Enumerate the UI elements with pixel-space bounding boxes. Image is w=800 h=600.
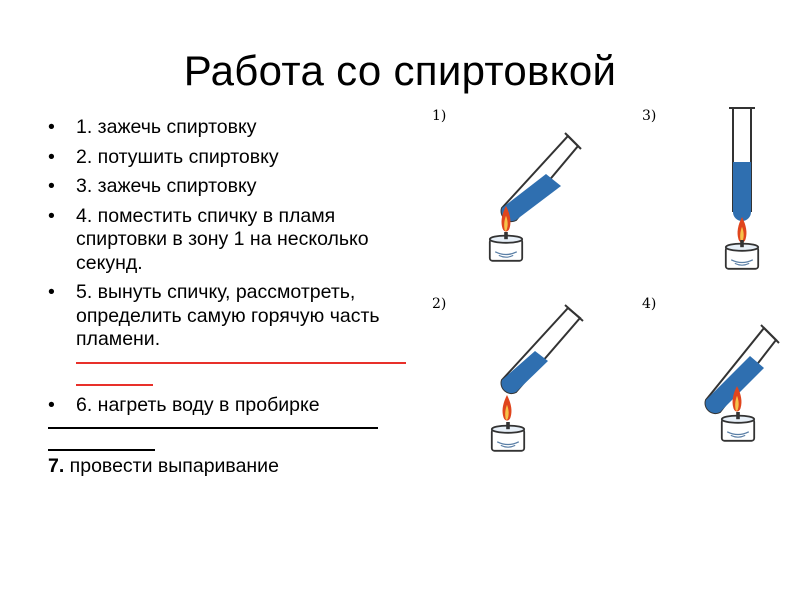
setup-2 <box>492 305 583 451</box>
test-tube-4 <box>706 325 779 413</box>
instructions <box>48 116 388 479</box>
step-3: • 3. зажечь спиртовку <box>48 175 388 199</box>
setup-3 <box>726 108 758 269</box>
spirit-lamp-3 <box>726 240 758 269</box>
spirit-lamp-2 <box>492 422 524 451</box>
answer-line-2-end <box>48 449 155 451</box>
figure-label-4: 4) <box>642 296 657 312</box>
figure-label-3: 3) <box>642 108 657 124</box>
flame-2 <box>503 395 512 421</box>
step-7-number: 7. <box>48 455 65 477</box>
steps-list-2 <box>48 394 388 418</box>
step-1: • 1. зажечь спиртовку <box>48 116 388 140</box>
step-7-text: провести выпаривание <box>64 455 279 477</box>
steps-list <box>48 116 388 352</box>
step-4: • 4. поместить спичку в пламя спиртовки в зону 1 на несколько секунд. <box>48 205 388 276</box>
test-tube-1 <box>502 133 581 221</box>
answer-line-2 <box>48 427 378 429</box>
figure-label-2: 2) <box>432 296 447 312</box>
step-6: • 6. нагреть воду в пробирке <box>48 394 388 418</box>
test-tube-heating-figure <box>420 100 790 460</box>
step-2: • 2. потушить спиртовку <box>48 146 388 170</box>
answer-line <box>76 362 406 364</box>
setup-4 <box>706 325 779 441</box>
setup-1 <box>490 133 581 261</box>
spirit-lamp-1 <box>490 232 522 261</box>
figure-label-1: 1) <box>432 108 447 124</box>
flame-3 <box>738 217 747 243</box>
step-5: • 5. вынуть спичку, рассмотреть, определить самую горячую часть пламени. <box>48 281 388 352</box>
spirit-lamp-4 <box>722 412 754 441</box>
page-title: Работа со спиртовкой <box>183 47 617 94</box>
test-tube-3 <box>729 108 755 221</box>
step-7 <box>48 455 388 479</box>
test-tube-2 <box>502 305 583 393</box>
answer-line-end <box>76 384 153 386</box>
